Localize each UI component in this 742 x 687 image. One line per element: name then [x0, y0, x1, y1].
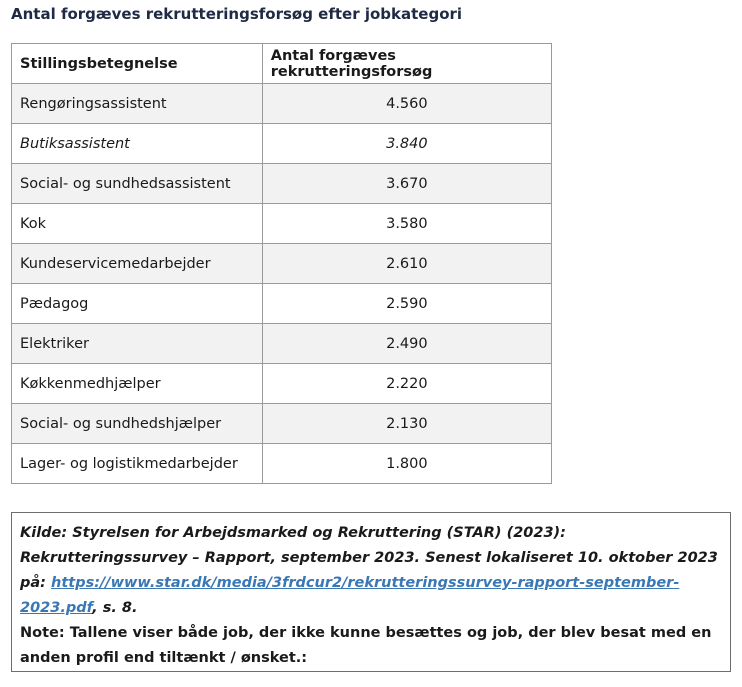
count-cell: 2.590: [262, 284, 551, 324]
recruitment-table: [11, 43, 552, 484]
table-title: Antal forgæves rekrutteringsforsøg efter jobkategori: [11, 5, 463, 23]
note-text: Note: Tallene viser både job, der ikke kunne besættes og job, der blev besat med en anden profil end tiltænkt / ønsket.:: [20, 625, 712, 666]
table-row: [12, 164, 552, 204]
table-row: [12, 244, 552, 284]
source-suffix: , s. 8.: [92, 600, 138, 616]
job-cell: Køkkenmedhjælper: [12, 364, 263, 404]
source-note-box: [11, 512, 731, 672]
source-link[interactable]: https://www.star.dk/media/3frdcur2/rekrutteringssurvey-rapport-september-2023.pdf: [20, 575, 680, 616]
job-cell: Butiksassistent: [12, 124, 263, 164]
count-cell: 3.580: [262, 204, 551, 244]
job-cell: Pædagog: [12, 284, 263, 324]
table-row: [12, 204, 552, 244]
table-row: [12, 284, 552, 324]
job-cell: Kundeservicemedarbejder: [12, 244, 263, 284]
table-row: [12, 404, 552, 444]
job-cell: Rengøringsassistent: [12, 84, 263, 124]
source-text: Kilde: Styrelsen for Arbejdsmarked og Rekruttering (STAR) (2023): Rekrutteringssurvey – Rapport, september 2023. Senest lokaliseret 10. oktober 2023 på:: [20, 525, 718, 591]
table-header-row: [12, 44, 552, 84]
table-row: [12, 124, 552, 164]
source-citation: [20, 521, 722, 621]
job-cell: Social- og sundhedshjælper: [12, 404, 263, 444]
count-cell: 4.560: [262, 84, 551, 124]
count-cell: 3.670: [262, 164, 551, 204]
count-cell: 1.800: [262, 444, 551, 484]
job-cell: Elektriker: [12, 324, 263, 364]
job-cell: Social- og sundhedsassistent: [12, 164, 263, 204]
count-cell: 2.130: [262, 404, 551, 444]
table-row: [12, 324, 552, 364]
count-cell: 2.220: [262, 364, 551, 404]
table-row: [12, 364, 552, 404]
column-header-job: Stillingsbetegnelse: [12, 44, 263, 84]
count-cell: 2.610: [262, 244, 551, 284]
job-cell: Lager- og logistikmedarbejder: [12, 444, 263, 484]
job-cell: Kok: [12, 204, 263, 244]
count-cell: 2.490: [262, 324, 551, 364]
table-row: [12, 444, 552, 484]
count-cell: 3.840: [262, 124, 551, 164]
column-header-count: Antal forgæves rekrutteringsforsøg: [262, 44, 551, 84]
table-row: [12, 84, 552, 124]
